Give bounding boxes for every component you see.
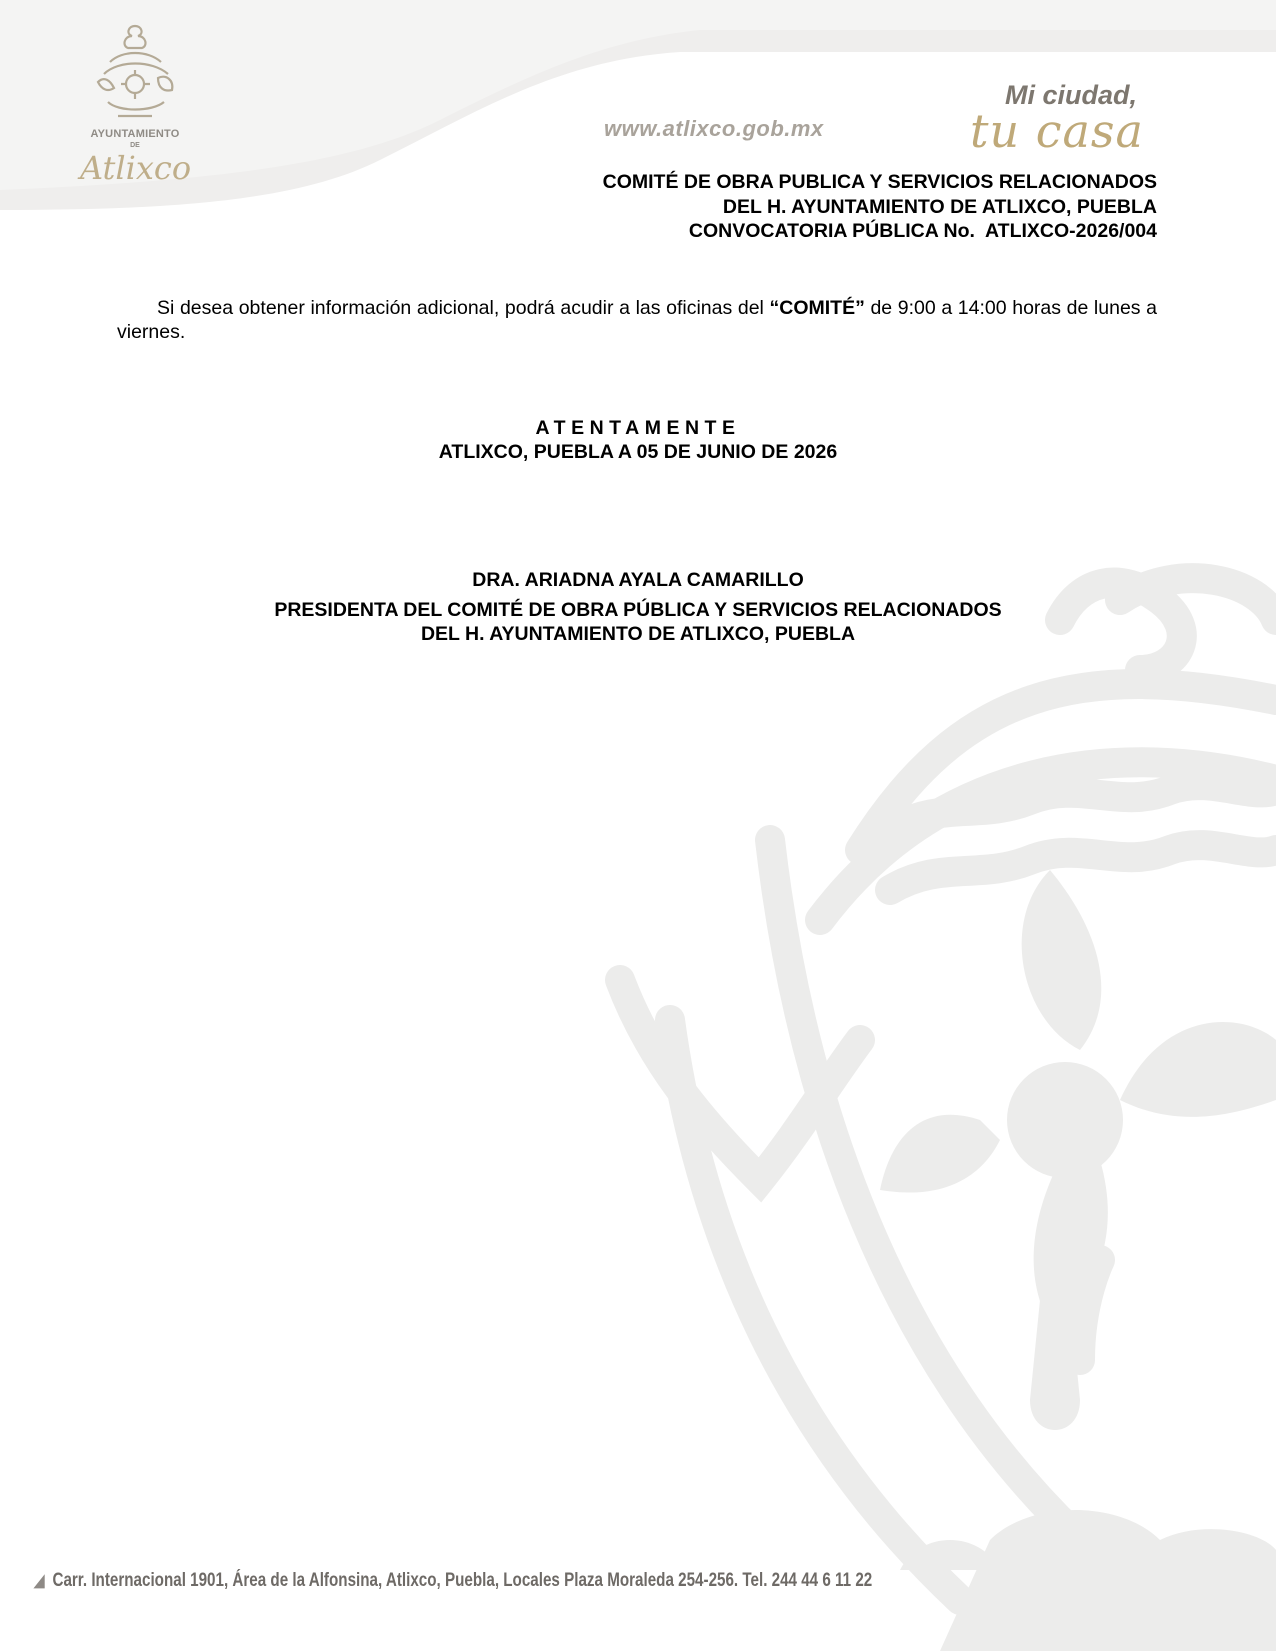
signatory-title-line1: PRESIDENTA DEL COMITÉ DE OBRA PÚBLICA Y SERVICIOS RELACIONADOS: [274, 599, 1002, 621]
signatory-name: DRA. ARIADNA AYALA CAMARILLO: [472, 569, 804, 591]
info-paragraph: [117, 296, 1157, 344]
slogan-line1: Mi ciudad,: [1005, 80, 1138, 110]
committee-line-3: CONVOCATORIA PÚBLICA No. ATLIXCO-2026/004: [688, 220, 1157, 242]
logo-text-de: DE: [130, 142, 140, 149]
paragraph-text-end: de 9:00 a 14:00 horas de lunes a viernes.: [117, 297, 1158, 343]
watermark-emblem: [560, 540, 1276, 1651]
paragraph-committee-bold: “COMITÉ”: [769, 297, 865, 319]
place-date: ATLIXCO, PUEBLA A 05 DE JUNIO DE 2026: [438, 441, 838, 463]
slogan-line2: tu casa: [970, 104, 1144, 158]
triangle-icon: ◢: [34, 1571, 45, 1590]
closing-block: [0, 416, 1276, 464]
committee-header: [603, 170, 1157, 244]
committee-line-2: DEL H. AYUNTAMIENTO DE ATLIXCO, PUEBLA: [722, 195, 1157, 218]
footer-address-text: Carr. Internacional 1901, Área de la Alfonsina, Atlixco, Puebla, Locales Plaza Moraleda 254-256. Tel. 244 44 6 11 22: [52, 1570, 873, 1591]
website-url: www.atlixco.gob.mx: [604, 116, 824, 141]
logo-text-ayuntamiento: AYUNTAMIENTO: [90, 128, 180, 140]
footer-address: [34, 1570, 872, 1592]
signatory-title-line2: DEL H. AYUNTAMIENTO DE ATLIXCO, PUEBLA: [420, 623, 856, 645]
signature-block: [0, 568, 1276, 646]
committee-line-1: COMITÉ DE OBRA PUBLICA Y SERVICIOS RELACIONADOS: [602, 171, 1157, 193]
logo-ayuntamiento-atlixco: [80, 22, 192, 187]
crest-icon: [88, 22, 183, 122]
logo-text-atlixco: Atlixco: [80, 149, 192, 187]
salutation: ATENTAMENTE: [535, 417, 741, 439]
paragraph-text-start: Si desea obtener información adicional, podrá acudir a las oficinas del: [157, 297, 770, 319]
